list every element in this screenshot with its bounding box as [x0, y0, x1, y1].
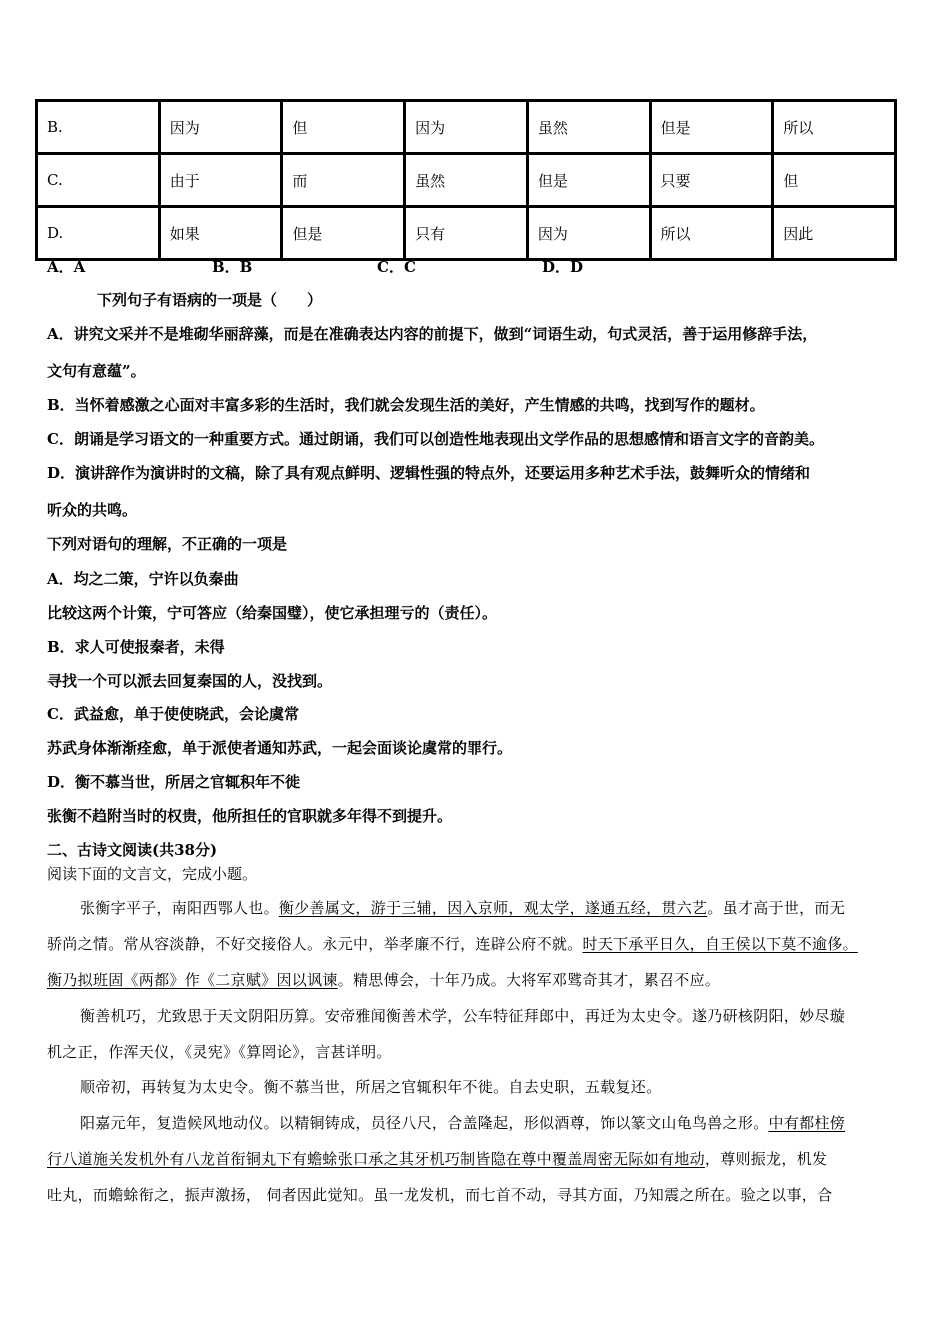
passage-p4-line1	[80, 1112, 917, 1133]
answer-a[interactable]: A．A	[47, 258, 86, 276]
option-word-cell: 虽然	[527, 101, 650, 154]
option-letter-cell: C.	[37, 154, 160, 207]
q2-stem: 下列句子有语病的一项是（ ）	[97, 291, 323, 309]
passage-p1-line3	[47, 969, 917, 990]
passage-p1-line2	[47, 933, 917, 954]
underlined-sentence: 时天下承平日久，自王侯以下莫不逾侈。	[582, 935, 858, 953]
option-word-cell: 如果	[159, 207, 282, 260]
option-word-cell: 因为	[405, 101, 528, 154]
q3-option-b-explanation: 寻找一个可以派去回复秦国的人，没找到。	[47, 672, 333, 690]
options-row	[37, 154, 896, 207]
option-word-cell: 虽然	[405, 154, 528, 207]
answer-d[interactable]: D．D	[542, 258, 584, 276]
passage-p4-line3: 吐丸，而蟾蜍衔之，振声激扬， 伺者因此觉知。虽一龙发机，而七首不动，寻其方面，乃知震之所在。验之以事，合	[47, 1186, 833, 1204]
option-word-cell: 但是	[527, 154, 650, 207]
q2-option-d-line1: D．演讲辞作为演讲时的文稿，除了具有观点鲜明、逻辑性强的特点外，还要运用多种艺术手法，鼓舞听众的情绪和	[47, 464, 811, 482]
answer-b[interactable]: B．B	[212, 258, 253, 276]
answer-c[interactable]: C．C	[377, 258, 416, 276]
passage-p4-line2	[47, 1148, 917, 1169]
underlined-sentence: 中有都柱傍	[768, 1114, 846, 1132]
q3-option-d-explanation: 张衡不趋附当时的权贵，他所担任的官职就多年得不到提升。	[47, 807, 453, 825]
underlined-sentence: 衡少善属文，游于三辅，因入京师，观太学，遂通五经，贯六艺	[278, 899, 708, 917]
section-heading: 二、古诗文阅读(共38分)	[47, 841, 218, 859]
passage-text: 阳嘉元年，复造候风地动仪。以精铜铸成，员径八尺，合盖隆起，形似酒尊，饰以篆文山龟鸟兽之形。	[80, 1114, 769, 1132]
conjunction-options-table	[35, 99, 897, 261]
passage-p2-line2: 机之正，作浑天仪，《灵宪》《算罔论》，言甚详明。	[47, 1043, 392, 1061]
option-word-cell: 但	[773, 154, 896, 207]
q3-option-c: C．武益愈，单于使使晓武，会论虞常	[47, 705, 299, 723]
q3-option-c-explanation: 苏武身体渐渐痊愈，单于派使者通知苏武，一起会面谈论虞常的罪行。	[47, 739, 513, 757]
q2-option-d-line2: 听众的共鸣。	[47, 501, 138, 519]
passage-text: 张衡字平子，南阳西鄂人也。	[80, 899, 279, 917]
q3-option-b: B．求人可使报秦者，未得	[47, 638, 225, 656]
option-word-cell: 因此	[773, 207, 896, 260]
passage-text: ，尊则振龙，机发	[704, 1150, 828, 1168]
underlined-sentence: 衡乃拟班固《两都》作《二京赋》因以讽谏	[47, 971, 338, 989]
q2-option-a-line1: A．讲究文采并不是堆砌华丽辞藻，而是在准确表达内容的前提下，做到“词语生动，句式灵活，善于运用修辞手法，	[47, 325, 818, 343]
q2-option-c: C．朗诵是学习语文的一种重要方式。通过朗诵，我们可以创造性地表现出文学作品的思想感情和语言文字的音韵美。	[47, 430, 824, 448]
passage-text: 。虽才高于世，而无	[707, 899, 846, 917]
passage-text: 骄尚之情。常从容淡静，不好交接俗人。永元中，举孝廉不行，连辟公府不就。	[47, 935, 583, 953]
q3-option-a: A．均之二策，宁许以负秦曲	[47, 570, 239, 588]
option-word-cell: 但是	[650, 101, 773, 154]
q3-stem: 下列对语句的理解，不正确的一项是	[47, 535, 288, 553]
passage-p2-line1: 衡善机巧，尤致思于天文阴阳历算。安帝雅闻衡善术学，公车特征拜郎中，再迁为太史令。遂乃研核阴阳，妙尽璇	[80, 1007, 846, 1025]
option-word-cell: 由于	[159, 154, 282, 207]
q3-option-a-explanation: 比较这两个计策，宁可答应（给秦国璧），使它承担理亏的（责任）。	[47, 604, 498, 622]
option-word-cell: 所以	[773, 101, 896, 154]
option-word-cell: 因为	[527, 207, 650, 260]
option-word-cell: 所以	[650, 207, 773, 260]
option-word-cell: 而	[282, 154, 405, 207]
passage-text: 。精思傅会，十年乃成。大将军邓骘奇其才，累召不应。	[337, 971, 721, 989]
options-row	[37, 101, 896, 154]
option-word-cell: 只有	[405, 207, 528, 260]
option-word-cell: 但是	[282, 207, 405, 260]
q2-option-a-line2: 文句有意蕴”。	[47, 362, 146, 380]
passage-p3-line1: 顺帝初，再转复为太史令。衡不慕当世，所居之官辄积年不徙。自去史职，五载复还。	[80, 1078, 662, 1096]
option-letter-cell: D.	[37, 207, 160, 260]
q2-option-b: B．当怀着感激之心面对丰富多彩的生活时，我们就会发现生活的美好，产生情感的共鸣，找到写作的题材。	[47, 396, 765, 414]
passage-p1-line1	[80, 897, 917, 918]
section-instruction: 阅读下面的文言文，完成小题。	[47, 865, 258, 883]
option-word-cell: 因为	[159, 101, 282, 154]
option-letter-cell: B.	[37, 101, 160, 154]
underlined-sentence: 行八道施关发机外有八龙首衔铜丸下有蟾蜍张口承之其牙机巧制皆隐在尊中覆盖周密无际如有地动	[47, 1150, 705, 1168]
options-row	[37, 207, 896, 260]
option-word-cell: 只要	[650, 154, 773, 207]
option-word-cell: 但	[282, 101, 405, 154]
q3-option-d: D．衡不慕当世，所居之官辄积年不徙	[47, 773, 301, 791]
